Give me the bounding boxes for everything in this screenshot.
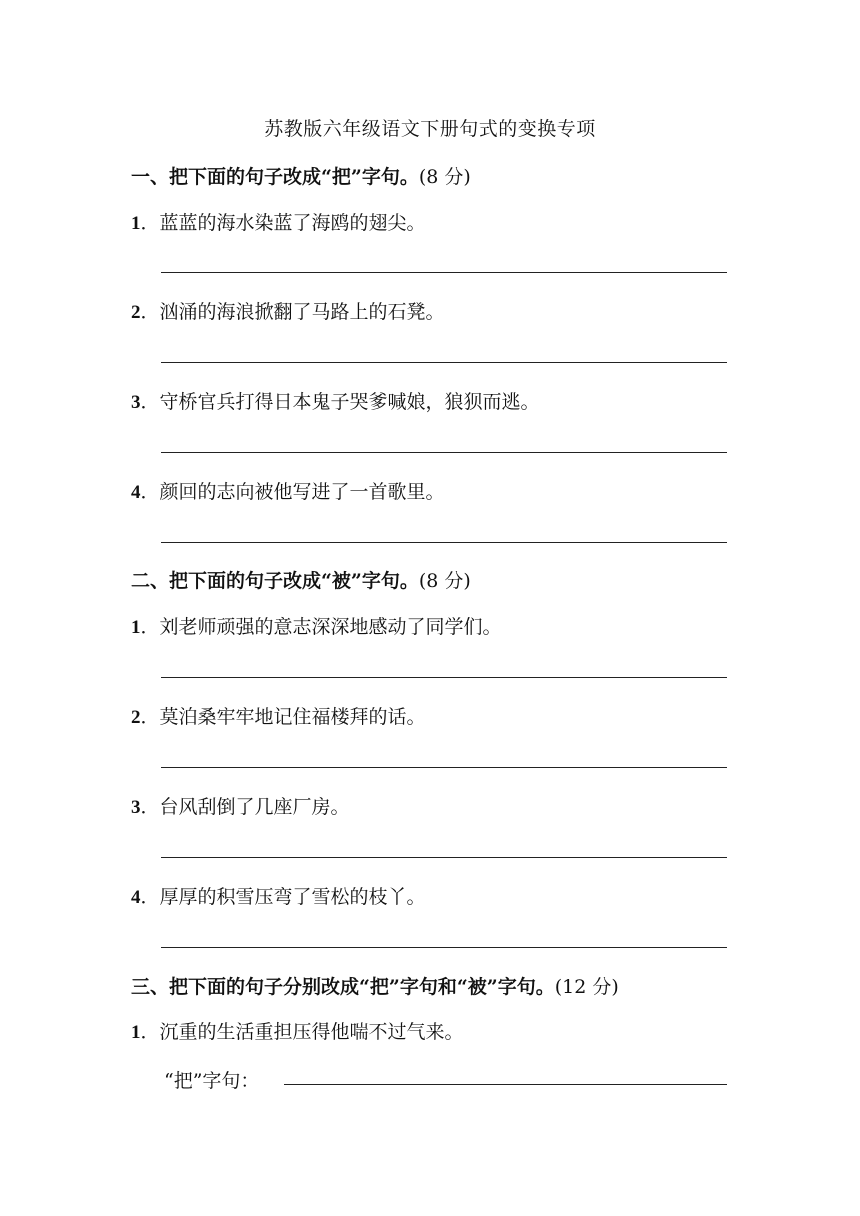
item-number: 2 — [131, 302, 141, 323]
section-2-item-4 — [131, 882, 426, 909]
item-number: 2 — [131, 707, 141, 728]
section-1-item-2 — [131, 297, 445, 324]
item-text: ．莫泊桑牢牢地记住福楼拜的话。 — [140, 706, 426, 728]
item-number: 1 — [131, 617, 141, 638]
item-number: 3 — [131, 392, 141, 413]
section-1-item-4 — [131, 477, 445, 504]
item-text: ．刘老师顽强的意志深深地感动了同学们。 — [140, 616, 502, 638]
item-number: 4 — [131, 887, 141, 908]
section-2-item-2 — [131, 702, 426, 729]
section-2-answer-line-2[interactable] — [161, 767, 727, 768]
section-2-item-3 — [131, 792, 350, 819]
section-3-heading — [131, 972, 619, 999]
item-number: 1 — [131, 213, 141, 234]
ba-sentence-answer-line[interactable] — [284, 1084, 727, 1085]
section-2-item-1 — [131, 612, 502, 639]
item-text: ．守桥官兵打得日本鬼子哭爹喊娘，狼狈而逃。 — [140, 391, 540, 413]
item-number: 1 — [131, 1022, 141, 1043]
section-3-item-1 — [131, 1017, 464, 1044]
section-1-item-1 — [131, 208, 426, 235]
item-text: ．颜回的志向被他写进了一首歌里。 — [140, 481, 445, 503]
section-1-answer-line-1[interactable] — [161, 272, 727, 273]
section-2-heading-text: 二、把下面的句子改成“被”字句。 — [131, 570, 419, 592]
section-1-answer-line-3[interactable] — [161, 452, 727, 453]
item-text: ．台风刮倒了几座厂房。 — [140, 796, 350, 818]
item-text: ．汹涌的海浪掀翻了马路上的石凳。 — [140, 301, 445, 323]
page-title: 苏教版六年级语文下册句式的变换专项 — [264, 118, 596, 140]
section-1-item-3 — [131, 387, 540, 414]
item-number: 3 — [131, 797, 141, 818]
section-2-answer-line-3[interactable] — [161, 857, 727, 858]
section-2-answer-line-4[interactable] — [161, 947, 727, 948]
item-number: 4 — [131, 482, 141, 503]
section-1-answer-line-4[interactable] — [161, 542, 727, 543]
section-2-answer-line-1[interactable] — [161, 677, 727, 678]
section-1-heading-text: 一、把下面的句子改成“把”字句。 — [131, 166, 419, 188]
section-2-heading — [131, 566, 471, 593]
section-1-answer-line-2[interactable] — [161, 362, 727, 363]
section-1-score: (8 分) — [418, 166, 471, 188]
section-3-score: (12 分) — [554, 976, 619, 998]
ba-sentence-label: “把”字句： — [164, 1070, 260, 1092]
item-text: ．蓝蓝的海水染蓝了海鸥的翅尖。 — [140, 212, 426, 234]
section-3-heading-text: 三、把下面的句子分别改成“把”字句和“被”字句。 — [131, 976, 555, 998]
section-2-score: (8 分) — [418, 570, 471, 592]
item-text: ．沉重的生活重担压得他喘不过气来。 — [140, 1021, 464, 1043]
section-1-heading — [131, 162, 471, 189]
item-text: ．厚厚的积雪压弯了雪松的枝丫。 — [140, 886, 426, 908]
